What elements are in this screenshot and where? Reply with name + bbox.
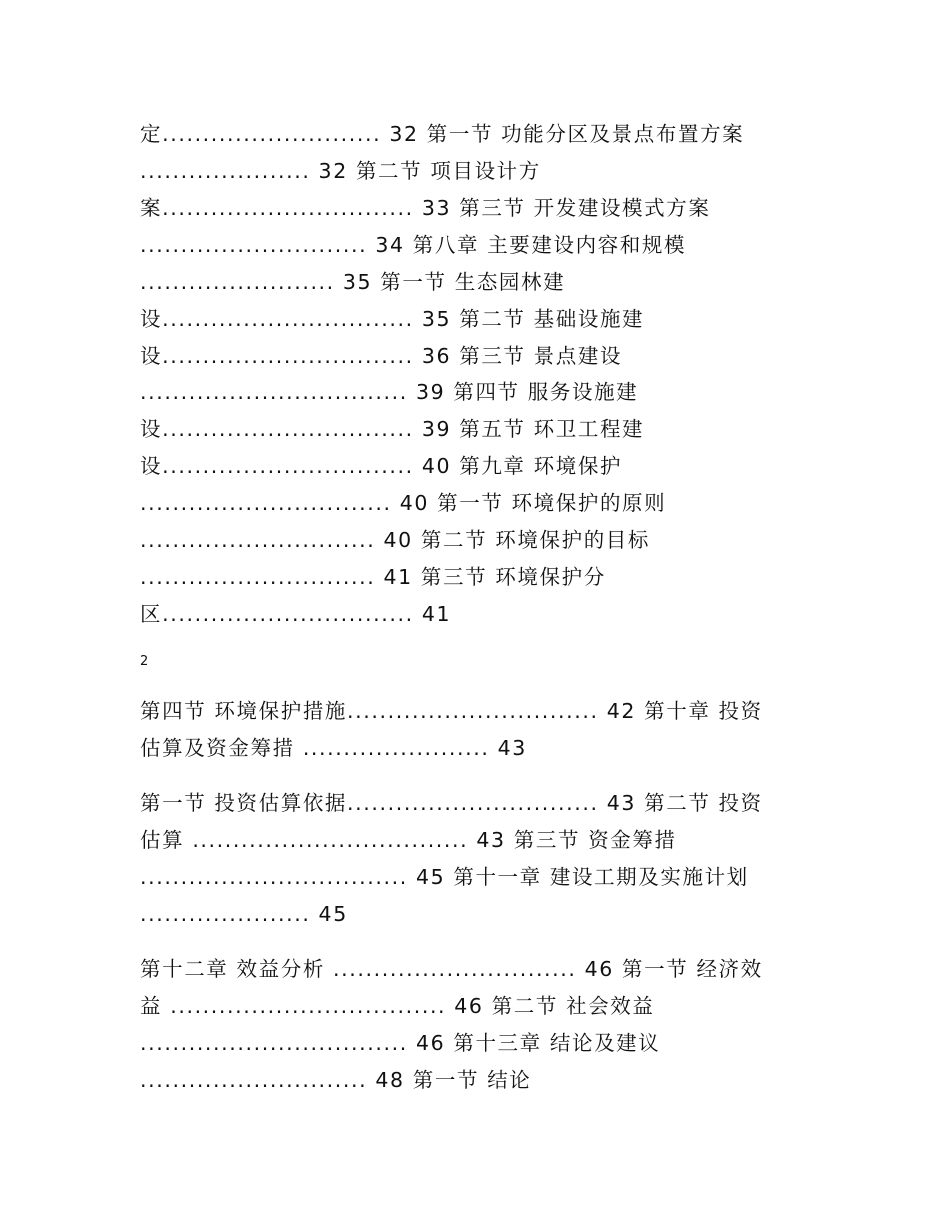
toc-line: 区............................... 41 xyxy=(140,602,452,626)
toc-line: ............................. 41 第三节 环境保护分 xyxy=(140,565,606,589)
toc-line: 案............................... 33 第三节 开发建设模式方案 xyxy=(140,196,711,220)
toc-line: ............................ 48 第一节 结论 xyxy=(140,1068,532,1092)
toc-line: 估算 .................................. 43 第三节 资金筹措 xyxy=(140,828,677,852)
toc-line: ............................. 40 第二节 环境保护的目标 xyxy=(140,528,651,552)
toc-line: ................................. 39 第四节 服务设施建 xyxy=(140,380,639,404)
toc-line: ............................... 40 第一节 环境保护的原则 xyxy=(140,491,667,515)
toc-line: ................................. 46 第十三章 结论及建议 xyxy=(140,1031,661,1055)
toc-line: 估算及资金筹措 ....................... 43 xyxy=(140,736,527,760)
toc-line: 设............................... 36 第三节 景点建设 xyxy=(140,344,623,368)
toc-line: 益 .................................. 46 第二节 社会效益 xyxy=(140,994,655,1018)
toc-line: ................................. 45 第十一章 建设工期及实施计划 xyxy=(140,865,749,889)
toc-line: 设............................... 39 第五节 环卫工程建 xyxy=(140,417,645,441)
toc-line: ..................... 45 xyxy=(140,902,348,926)
toc-line: ..................... 32 第二节 项目设计方 xyxy=(140,159,541,183)
toc-line: 第十二章 效益分析 .............................. 46 第一节 经济效 xyxy=(140,957,763,981)
toc-line: 定........................... 32 第一节 功能分区及景点布置方案 xyxy=(140,122,745,146)
page-number: 2 xyxy=(140,654,149,669)
toc-line: ............................ 34 第八章 主要建设内容和规模 xyxy=(140,233,687,257)
toc-line: 第四节 环境保护措施............................... 42 第十章 投资 xyxy=(140,699,763,723)
toc-line: 设............................... 40 第九章 环境保护 xyxy=(140,454,623,478)
toc-line: 第一节 投资估算依据............................... 43 第二节 投资 xyxy=(140,791,763,815)
toc-line: ........................ 35 第一节 生态园林建 xyxy=(140,270,566,294)
toc-line: 设............................... 35 第二节 基础设施建 xyxy=(140,307,645,331)
